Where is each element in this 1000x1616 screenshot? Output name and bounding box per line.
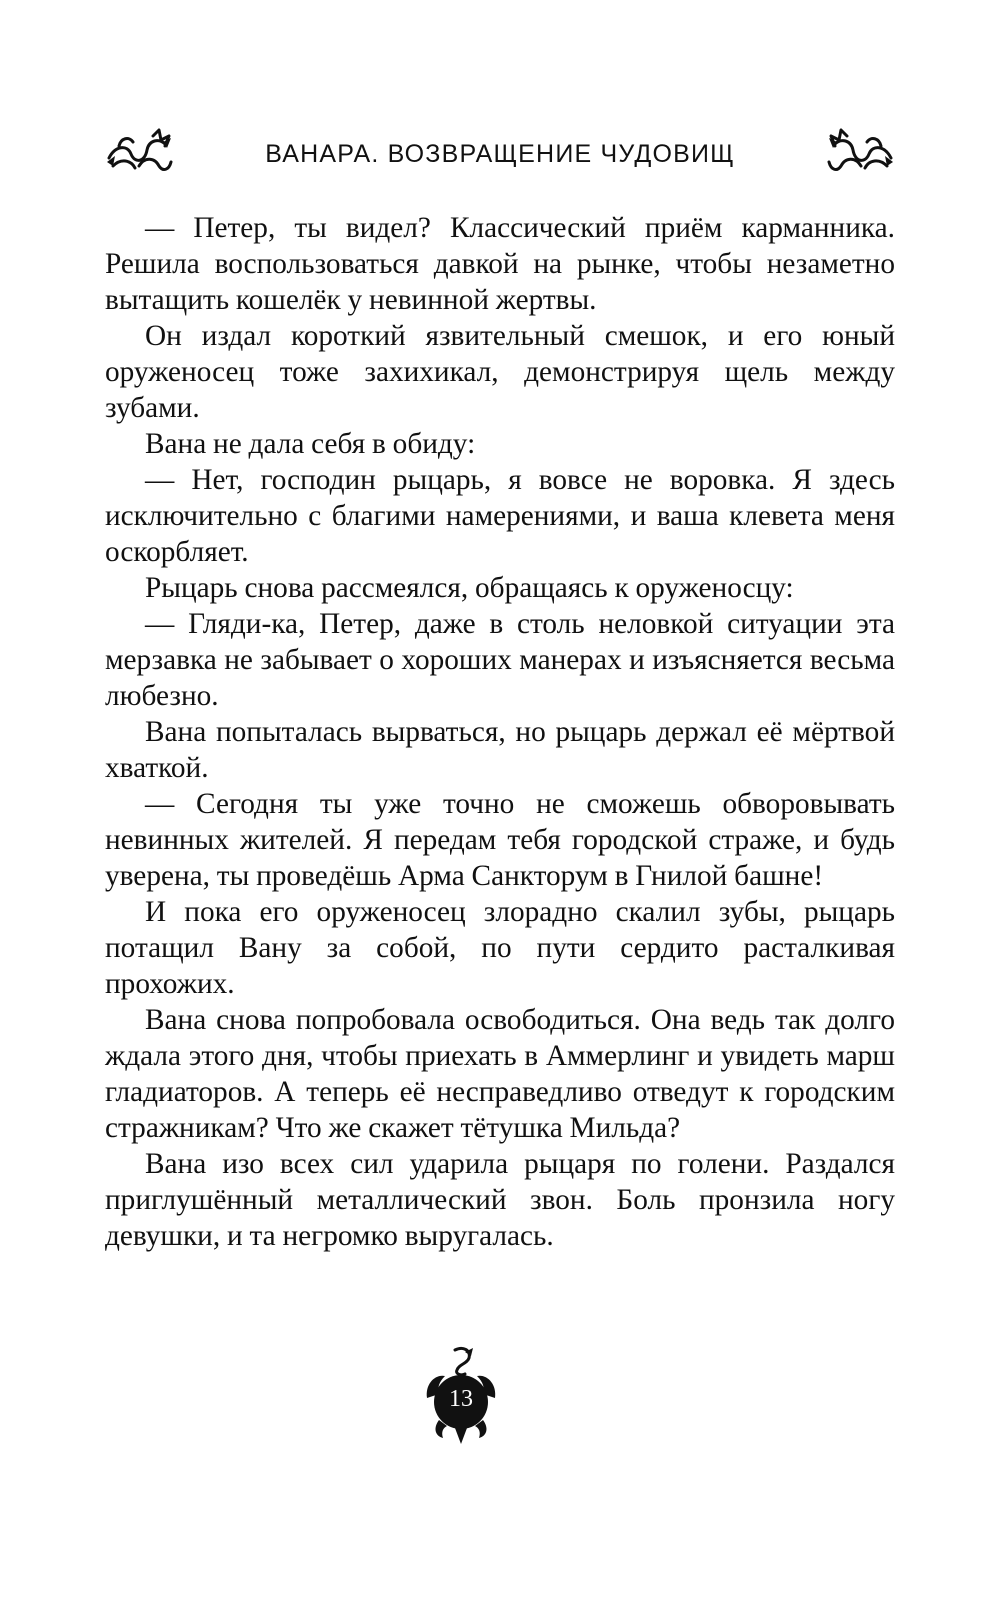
paragraph: Вана не дала себя в обиду: xyxy=(145,428,476,460)
paragraph: — Сегодня ты уже точно не сможешь обворовывать невинных жителей. Я передам тебя городской страже, и будь уверена, ты проведёшь Арма Санкторум в Гнилой башне! xyxy=(105,788,895,892)
running-head xyxy=(105,128,895,184)
dragon-ornament-right-icon xyxy=(825,128,895,178)
paragraph: И пока его оруженосец злорадно скалил зубы, рыцарь потащил Вану за собой, по пути сердито расталкивая прохожих. xyxy=(105,896,895,1000)
body-text xyxy=(105,210,895,1254)
paragraph: — Гляди-ка, Петер, даже в столь неловкой ситуации эта мерзавка не забывает о хороших манерах и изъясняется весьма любезно. xyxy=(105,608,895,712)
paragraph: Рыцарь снова рассмеялся, обращаясь к оруженосцу: xyxy=(145,572,794,604)
paragraph: Вана снова попробовала освободиться. Она ведь так долго ждала этого дня, чтобы приехать в Аммерлинг и увидеть марш гладиаторов. А теперь её несправедливо отведут к городским стражникам? Что же скажет тётушка Мильда? xyxy=(105,1004,895,1144)
running-title: ВАНАРА. ВОЗВРАЩЕНИЕ ЧУДОВИЩ xyxy=(265,140,735,168)
paragraph: — Нет, господин рыцарь, я вовсе не воровка. Я здесь исключительно с благими намерениями, и ваша клевета меня оскорбляет. xyxy=(105,464,895,568)
paragraph: Вана изо всех сил ударила рыцаря по голени. Раздался приглушённый металлический звон. Боль пронзила ногу девушки, и та негромко выругалась. xyxy=(105,1148,895,1252)
paragraph: — Петер, ты видел? Классический приём карманника. Решила воспользоваться давкой на рынке, чтобы незаметно вытащить кошелёк у невинной жертвы. xyxy=(105,212,895,316)
paragraph: Он издал короткий язвительный смешок, и его юный оруженосец тоже захихикал, демонстрируя щель между зубами. xyxy=(105,320,895,424)
page-number: 13 xyxy=(449,1386,473,1412)
paragraph: Вана попыталась вырваться, но рыцарь держал её мёртвой хваткой. xyxy=(105,716,895,784)
page-folio xyxy=(421,1346,501,1446)
